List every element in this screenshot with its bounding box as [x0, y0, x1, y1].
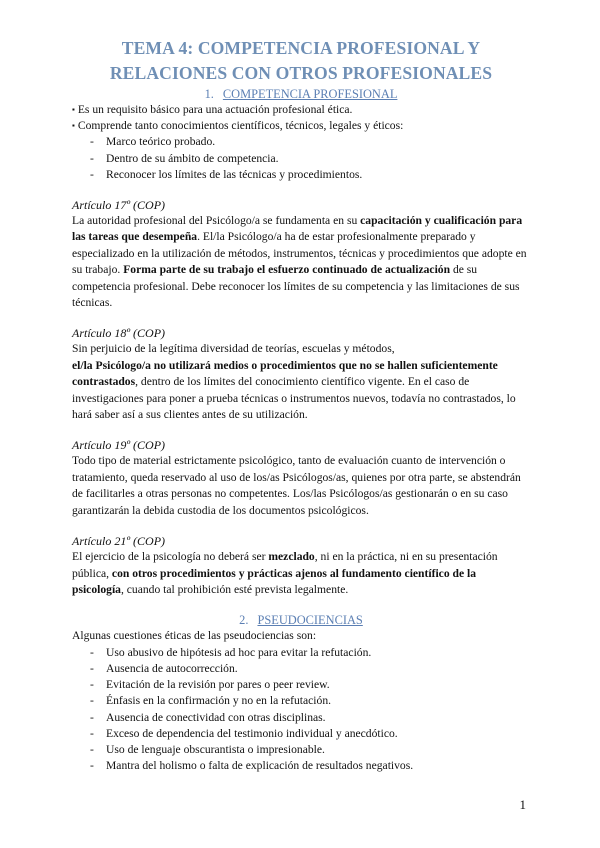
bold-run: con otros procedimientos y prácticas ajenos al fundamento científico de la psicología — [72, 566, 477, 596]
title-line-1: TEMA 4: COMPETENCIA PROFESIONAL Y — [121, 38, 481, 58]
section-2-dash-list — [72, 645, 530, 775]
bold-run: Forma parte de su trabajo el esfuerzo continuado de actualización — [123, 263, 451, 277]
article-18-text — [72, 341, 530, 423]
dash-item: - Dentro de su ámbito de competencia. — [72, 151, 530, 167]
article-17-text — [72, 213, 530, 311]
bold-run: mezclado — [268, 550, 315, 564]
dash-item: - Ausencia de conectividad con otras disciplinas. — [72, 710, 530, 726]
section-1-number: 1. — [204, 87, 214, 101]
article-19-text: Todo tipo de material estrictamente psicológico, tanto de evaluación cuanto de intervención o tratamiento, queda reservado al uso de los/as Psicólogos/as, quienes por otra parte, se abstendrán de facilitarles a otras personas no competentes. Los/las Psicólogos/as gestionarán o en su caso garantizarán la debida custodia de los documentos psicológicos. — [72, 454, 521, 517]
article-21-text — [72, 549, 530, 598]
dash-item: - Uso de lenguaje obscurantista o impresionable. — [72, 742, 530, 758]
text-run: , cuando tal prohibición esté prevista legalmente. — [120, 582, 349, 596]
section-2-number: 2. — [239, 613, 249, 628]
bold-run: el/la Psicólogo/a no utilizará medios o procedimientos que no se hallen suficientemente contrastados — [72, 358, 498, 389]
dash-item: - Evitación de la revisión por pares o peer review. — [72, 677, 530, 693]
text-run: de su competencia profesional. Debe reconocer los límites de su competencia y las limitaciones de sus técnicas. — [72, 263, 520, 310]
page-number: 1 — [519, 797, 526, 812]
text-run: Sin perjuicio de la legítima diversidad de teorías, escuelas y métodos, — [72, 342, 395, 356]
bullet-item: ▪ Es un requisito básico para una actuación profesional ética. — [72, 102, 530, 118]
dash-item: - Mantra del holismo o falta de explicación de resultados negativos. — [72, 758, 530, 774]
text-run: . El/la Psicólogo/a ha de estar profesionalmente preparado y especializado en la utilización de métodos, instrumentos, técnicas y procedimientos que adopte en su trabajo. — [72, 230, 527, 277]
article-18-title: Artículo 18º (COP) — [72, 326, 166, 341]
text-run: , dentro de los límites del conocimiento científico vigente. En el caso de investigaciones para poner a prueba técnicas o instrumentos nuevos, todavía no contrastados, lo hará saber así a sus clientes antes de su utilización. — [72, 375, 516, 422]
title-line-2: RELACIONES CON OTROS PROFESIONALES — [109, 63, 493, 83]
dash-item: - Ausencia de autocorrección. — [72, 661, 530, 677]
article-19-title: Artículo 19º (COP) — [72, 438, 166, 453]
document-title — [72, 36, 530, 86]
dash-item: - Exceso de dependencia del testimonio individual y anecdótico. — [72, 726, 530, 742]
text-run: El ejercicio de la psicología no deberá ser — [72, 550, 269, 564]
document-page — [72, 36, 530, 774]
section-1-bullets — [72, 102, 530, 134]
section-1-label: COMPETENCIA PROFESIONAL — [222, 87, 398, 101]
bold-run: capacitación y cualificación para las tareas que desempeña — [72, 214, 523, 244]
article-17-title: Artículo 17º (COP) — [72, 198, 166, 213]
section-1-heading — [72, 86, 530, 102]
section-2-heading — [72, 612, 530, 628]
section-2-intro: Algunas cuestiones éticas de las pseudociencias son: — [72, 629, 317, 643]
dash-item: - Uso abusivo de hipótesis ad hoc para evitar la refutación. — [72, 645, 530, 661]
section-1-dash-list — [72, 134, 530, 183]
article-21-title: Artículo 21º (COP) — [72, 534, 166, 549]
dash-item: - Marco teórico probado. — [72, 134, 530, 150]
dash-item: - Énfasis en la confirmación y no en la refutación. — [72, 693, 530, 709]
text-run: La autoridad profesional del Psicólogo/a se fundamenta en su — [72, 214, 361, 228]
text-run: , ni en la práctica, ni en su presentación pública, — [72, 550, 498, 580]
dash-item: - Reconocer los límites de las técnicas y procedimientos. — [72, 167, 530, 183]
section-2-label: PSEUDOCIENCIAS — [257, 613, 363, 628]
bullet-item: ▪ Comprende tanto conocimientos científicos, técnicos, legales y éticos: — [72, 118, 530, 134]
